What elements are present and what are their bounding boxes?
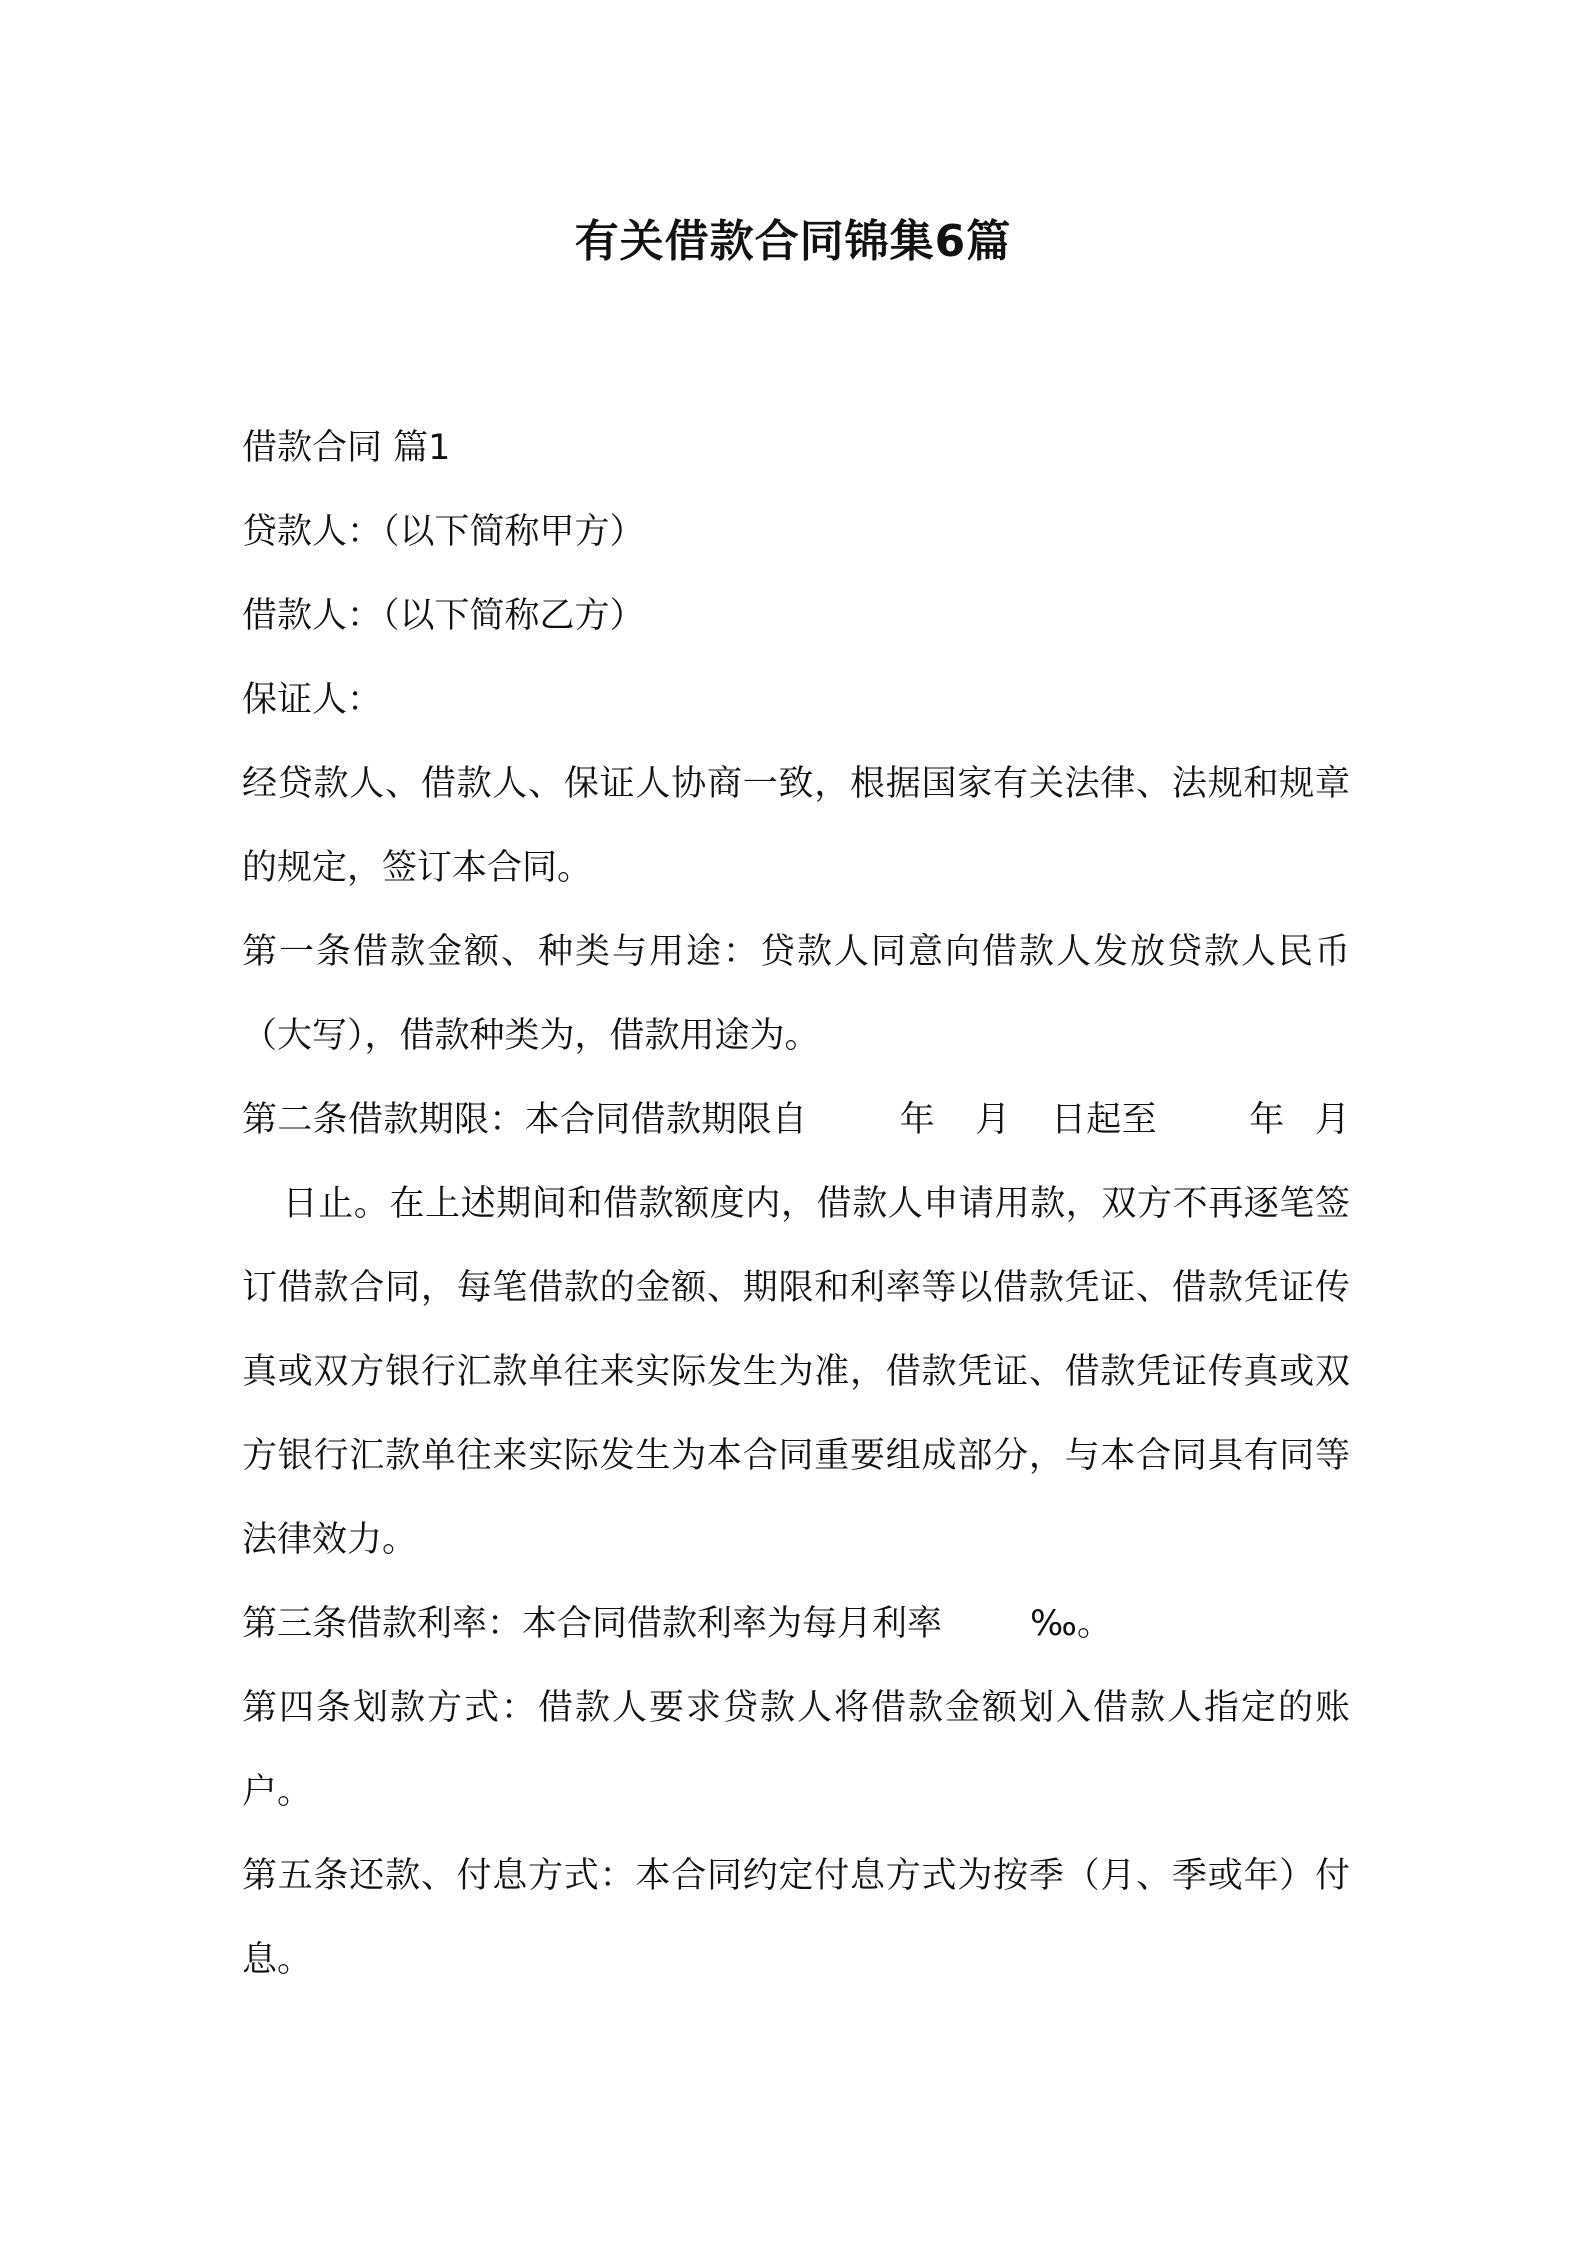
article-5-paragraph: 第五条还款、付息方式：本合同约定付息方式为按季（月、季或年）付息。 (242, 1856, 1350, 1980)
article-2-year-label: 年 (899, 1100, 935, 1140)
document-title: 有关借款合同锦集6篇 (574, 216, 1012, 267)
article-2-end-year-label: 年 (1248, 1100, 1285, 1140)
guarantor-line: 保证人： (242, 680, 383, 720)
article-2-end-month-label: 月 (1314, 1100, 1350, 1140)
lender-line: 贷款人：（以下简称甲方） (242, 512, 645, 552)
article-2-intro: 第二条借款期限：本合同借款期限自 (242, 1100, 808, 1140)
article-4-paragraph: 第四条划款方式：借款人要求贷款人将借款金额划入借款人指定的账户。 (242, 1688, 1350, 1812)
article-1-paragraph: 第一条借款金额、种类与用途：贷款人同意向借款人发放贷款人民币（大写），借款种类为，借款用途为。 (242, 932, 1350, 1056)
article-3-paragraph (242, 1582, 1350, 1666)
preamble-paragraph: 经贷款人、借款人、保证人协商一致，根据国家有关法律、法规和规章的规定，签订本合同。 (242, 764, 1350, 888)
article-2-rest: 日止。在上述期间和借款额度内，借款人申请用款，双方不再逐笔签订借款合同，每笔借款的金额、期限和利率等以借款凭证、借款凭证传真或双方银行汇款单往来实际发生为准，借款凭证、借款凭证传真或双方银行汇款单往来实际发生为本合同重要组成部分，与本合同具有同等法律效力。 (242, 1184, 1350, 1560)
section-heading: 借款合同 篇1 (242, 428, 451, 468)
article-2-day-label: 日起至 (1050, 1100, 1157, 1140)
article-3-intro: 第三条借款利率：本合同借款利率为每月利率 (242, 1604, 943, 1644)
article-2-month-label: 月 (974, 1100, 1011, 1140)
article-2-paragraph (242, 1078, 1350, 1582)
borrower-line: 借款人：（以下简称乙方） (242, 596, 645, 636)
article-3-unit: ‰。 (1030, 1604, 1112, 1644)
document-body (242, 406, 1350, 2002)
